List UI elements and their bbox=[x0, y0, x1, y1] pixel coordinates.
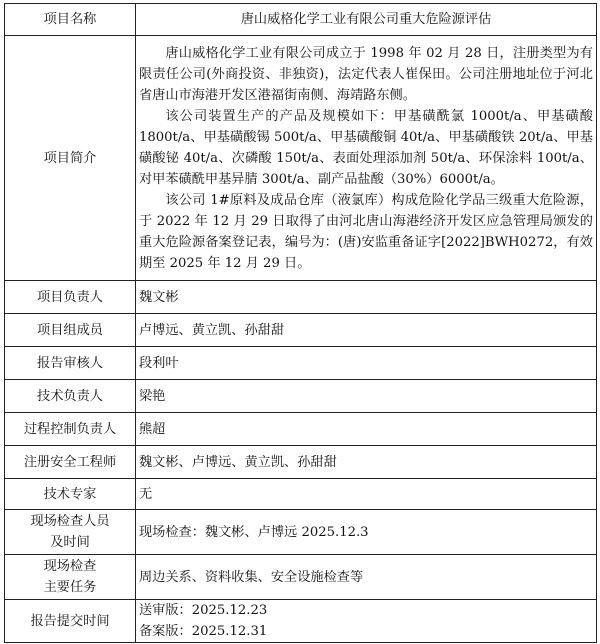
value: 卢博远、黄立凯、孙甜甜 bbox=[136, 314, 597, 347]
row-tasks bbox=[5, 555, 597, 600]
value: 梁艳 bbox=[136, 380, 597, 413]
value-inspection: 现场检查：魏文彬、卢博远 2025.12.3 bbox=[136, 510, 597, 555]
value: 魏文彬 bbox=[136, 281, 597, 314]
row-inspection bbox=[5, 510, 597, 555]
label-project-name: 项目名称 bbox=[5, 4, 136, 36]
value: 魏文彬、卢博远、黄立凯、孙甜甜 bbox=[136, 446, 597, 479]
label-tasks bbox=[5, 555, 136, 600]
value-tasks: 周边关系、资料收集、安全设施检查等 bbox=[136, 555, 597, 600]
label-line: 现场检查 bbox=[43, 559, 97, 574]
row-reviewer bbox=[5, 347, 597, 380]
row-tech-lead bbox=[5, 380, 597, 413]
row-safety-engineers bbox=[5, 446, 597, 479]
label-line: 主要任务 bbox=[43, 580, 97, 595]
label: 技术负责人 bbox=[5, 380, 136, 413]
row-team-members bbox=[5, 314, 597, 347]
intro-paragraph: 该公司 1#原料及成品仓库（液氯库）构成危险化学品三级重大危险源，于 2022 年 12 月 29 日取得了由河北唐山海港经济开发区应急管理局颁发的重大危险源备案登记表，编号为：(唐)安监重备证字[2022]BWH0272，有效期至 2025 年 12 月 29 日。 bbox=[139, 192, 593, 271]
label: 注册安全工程师 bbox=[5, 446, 136, 479]
row-project-intro bbox=[5, 36, 597, 281]
row-process-control bbox=[5, 413, 597, 446]
value-project-intro bbox=[136, 36, 597, 281]
row-project-lead bbox=[5, 281, 597, 314]
value-submit-time bbox=[136, 600, 597, 643]
row-submit-time bbox=[5, 600, 597, 643]
intro-paragraph: 唐山威格化学工业有限公司成立于 1998 年 02 月 28 日，注册类型为有限责任公司(外商投资、非独资)，法定代表人崔保田。公司注册地址位于河北省唐山市海港开发区港福街南侧、海靖路东侧。 bbox=[139, 45, 593, 103]
filing-version-date: 备案版：2025.12.31 bbox=[139, 624, 268, 639]
value: 段利叶 bbox=[136, 347, 597, 380]
label: 项目负责人 bbox=[5, 281, 136, 314]
label: 过程控制负责人 bbox=[5, 413, 136, 446]
value-project-name: 唐山威格化学工业有限公司重大危险源评估 bbox=[136, 4, 597, 36]
label: 报告审核人 bbox=[5, 347, 136, 380]
row-project-name bbox=[5, 4, 597, 36]
label-project-intro: 项目简介 bbox=[5, 36, 136, 281]
review-version-date: 送审版：2025.12.23 bbox=[139, 603, 268, 618]
label-line: 及时间 bbox=[50, 535, 90, 550]
label-submit-time: 报告提交时间 bbox=[5, 600, 136, 643]
label: 技术专家 bbox=[5, 479, 136, 510]
value: 熊超 bbox=[136, 413, 597, 446]
project-info-table bbox=[4, 3, 597, 643]
intro-paragraph: 该公司装置生产的产品及规模如下：甲基磺酰氯 1000t/a、甲基磺酸 1800t/a、甲基磺酸锡 500t/a、甲基磺酸铜 40t/a、甲基磺酸铁 20t/a、甲基磺酸铋 40t/a、次磷酸 150t/a、表面处理添加剂 50t/a、环保涂料 100t/a、对甲苯磺酰甲基异腈 300t/a、副产品盐酸（30%）6000t/a。 bbox=[139, 108, 593, 187]
row-tech-expert bbox=[5, 479, 597, 510]
value: 无 bbox=[136, 479, 597, 510]
label-inspection bbox=[5, 510, 136, 555]
label-line: 现场检查人员 bbox=[30, 514, 110, 529]
label: 项目组成员 bbox=[5, 314, 136, 347]
